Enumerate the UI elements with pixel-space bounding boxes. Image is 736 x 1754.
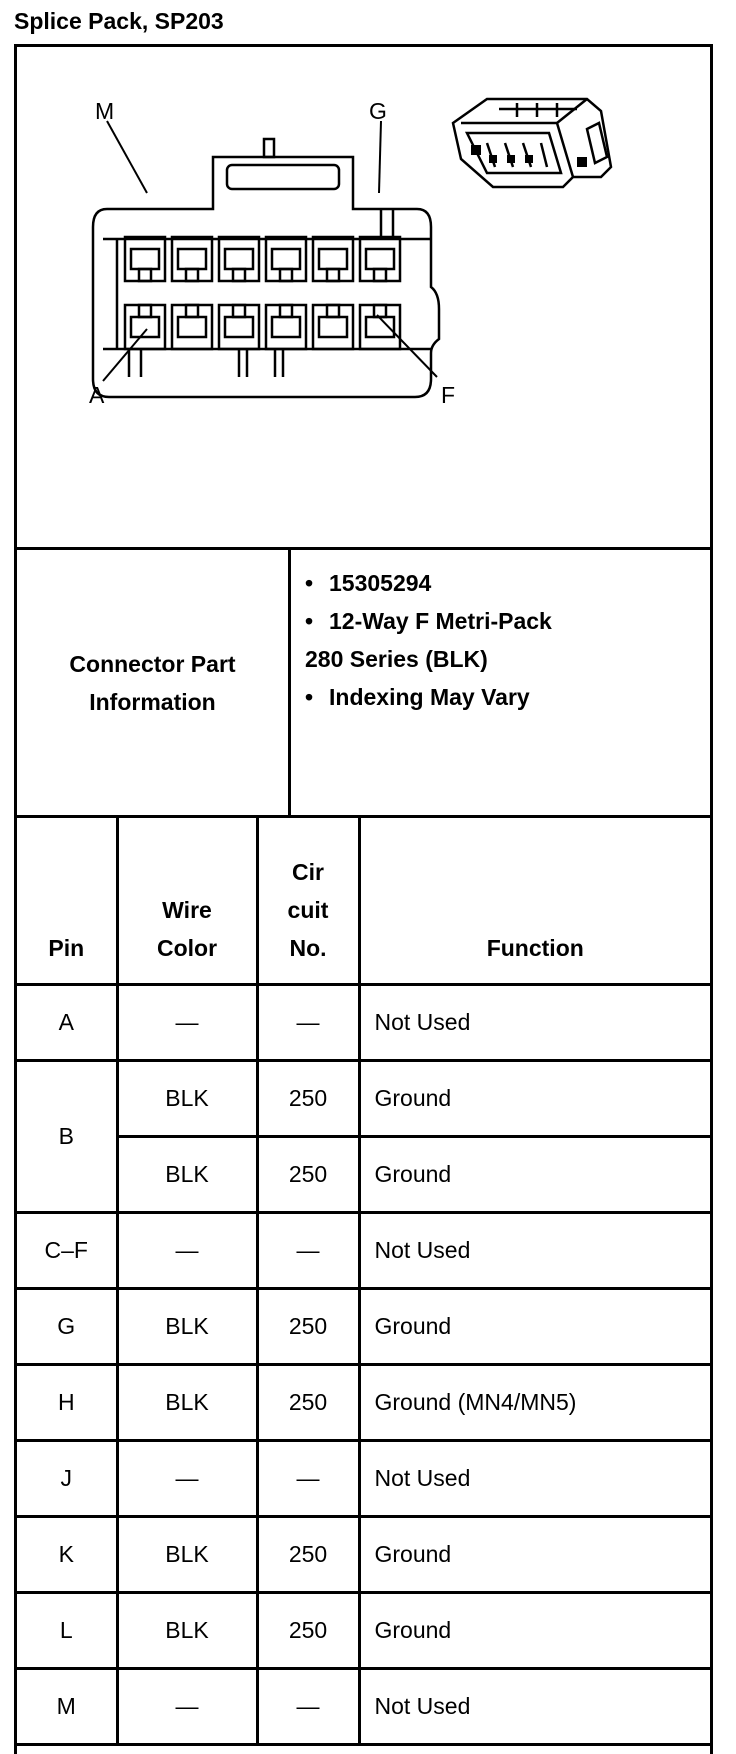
- part-detail-item: • 12-Way F Metri-Pack: [305, 608, 552, 634]
- page-title: Splice Pack, SP203: [14, 8, 224, 34]
- latch-outline: [227, 165, 339, 189]
- table-row: [17, 1137, 710, 1213]
- leader-line-f: [377, 315, 437, 377]
- pin-cell: J: [17, 1441, 117, 1517]
- top-row-cavities: [125, 237, 400, 281]
- circuit-cell: 250: [257, 1365, 359, 1441]
- connector-isometric-icon: [453, 99, 611, 187]
- pin-cell: H: [17, 1365, 117, 1441]
- circuit-cell: 250: [257, 1593, 359, 1669]
- wire-color-cell: BLK: [117, 1061, 257, 1137]
- function-cell: Not Used: [359, 1441, 710, 1517]
- circuit-cell: 250: [257, 1289, 359, 1365]
- wire-color-cell: BLK: [117, 1517, 257, 1593]
- connector-diagram: [17, 47, 710, 547]
- pin-cell: L: [17, 1593, 117, 1669]
- table-row: [17, 1441, 710, 1517]
- header-function: Function: [359, 817, 710, 985]
- table-row: [17, 1213, 710, 1289]
- latch-tab: [264, 139, 274, 157]
- terminal-cavities: [125, 209, 400, 377]
- table-row: [17, 1517, 710, 1593]
- pinout-table: [17, 815, 710, 1746]
- connector-type: 12-Way F Metri-Pack: [329, 608, 552, 634]
- table-row: [17, 1365, 710, 1441]
- connector-part-label-line2: Information: [89, 688, 216, 715]
- circuit-cell: 250: [257, 1061, 359, 1137]
- circuit-cell: —: [257, 1669, 359, 1745]
- part-number: 15305294: [329, 570, 432, 596]
- table-row: [17, 985, 710, 1061]
- circuit-cell: —: [257, 1441, 359, 1517]
- function-cell: Ground: [359, 1593, 710, 1669]
- pin-cell: C–F: [17, 1213, 117, 1289]
- circuit-cell: 250: [257, 1517, 359, 1593]
- pin-cell: M: [17, 1669, 117, 1745]
- table-row: [17, 1593, 710, 1669]
- connector-series: 280 Series (BLK): [305, 646, 488, 672]
- connector-part-label-line1: Connector Part: [69, 650, 236, 677]
- function-cell: Not Used: [359, 1669, 710, 1745]
- pin-cell: B: [17, 1061, 117, 1213]
- bottom-row-cavities: [125, 305, 400, 349]
- wire-color-cell: BLK: [117, 1137, 257, 1213]
- table-row: [17, 1669, 710, 1745]
- connector-sheet: [14, 44, 713, 1754]
- function-cell: Not Used: [359, 1213, 710, 1289]
- function-cell: Ground: [359, 1517, 710, 1593]
- table-row: [17, 1289, 710, 1365]
- wire-color-cell: BLK: [117, 1365, 257, 1441]
- function-cell: Not Used: [359, 985, 710, 1061]
- wire-color-cell: —: [117, 1213, 257, 1289]
- pin-label-f: F: [441, 382, 456, 408]
- indexing-note: Indexing May Vary: [329, 684, 530, 710]
- wire-color-cell: BLK: [117, 1289, 257, 1365]
- pin-cell: A: [17, 985, 117, 1061]
- function-cell: Ground: [359, 1137, 710, 1213]
- connector-part-information: [17, 547, 710, 815]
- function-cell: Ground: [359, 1289, 710, 1365]
- circuit-cell: —: [257, 985, 359, 1061]
- header-circuit-no: Cir cuit No.: [257, 817, 359, 985]
- connector-part-details: [291, 564, 701, 716]
- circuit-cell: 250: [257, 1137, 359, 1213]
- table-header-row: [17, 817, 710, 985]
- pin-label-g: G: [369, 98, 387, 124]
- pin-label-a: A: [89, 382, 105, 408]
- pin-cell: K: [17, 1517, 117, 1593]
- connector-face-drawing: [17, 47, 710, 547]
- function-cell: Ground (MN4/MN5): [359, 1365, 710, 1441]
- function-cell: Ground: [359, 1061, 710, 1137]
- circuit-cell: —: [257, 1213, 359, 1289]
- header-pin: Pin: [17, 817, 117, 985]
- wire-color-cell: BLK: [117, 1593, 257, 1669]
- part-detail-item: [291, 640, 701, 678]
- leader-line-m: [107, 121, 147, 193]
- connector-part-label: [17, 550, 291, 815]
- pin-label-m: M: [95, 98, 115, 124]
- table-row: [17, 1061, 710, 1137]
- wire-color-cell: —: [117, 1669, 257, 1745]
- pin-cell: G: [17, 1289, 117, 1365]
- part-detail-item: • Indexing May Vary: [305, 684, 530, 710]
- part-detail-item: • 15305294: [305, 570, 432, 596]
- wire-color-cell: —: [117, 1441, 257, 1517]
- leader-line-g: [379, 121, 381, 193]
- header-wire-color: Wire Color: [117, 817, 257, 985]
- wire-color-cell: —: [117, 985, 257, 1061]
